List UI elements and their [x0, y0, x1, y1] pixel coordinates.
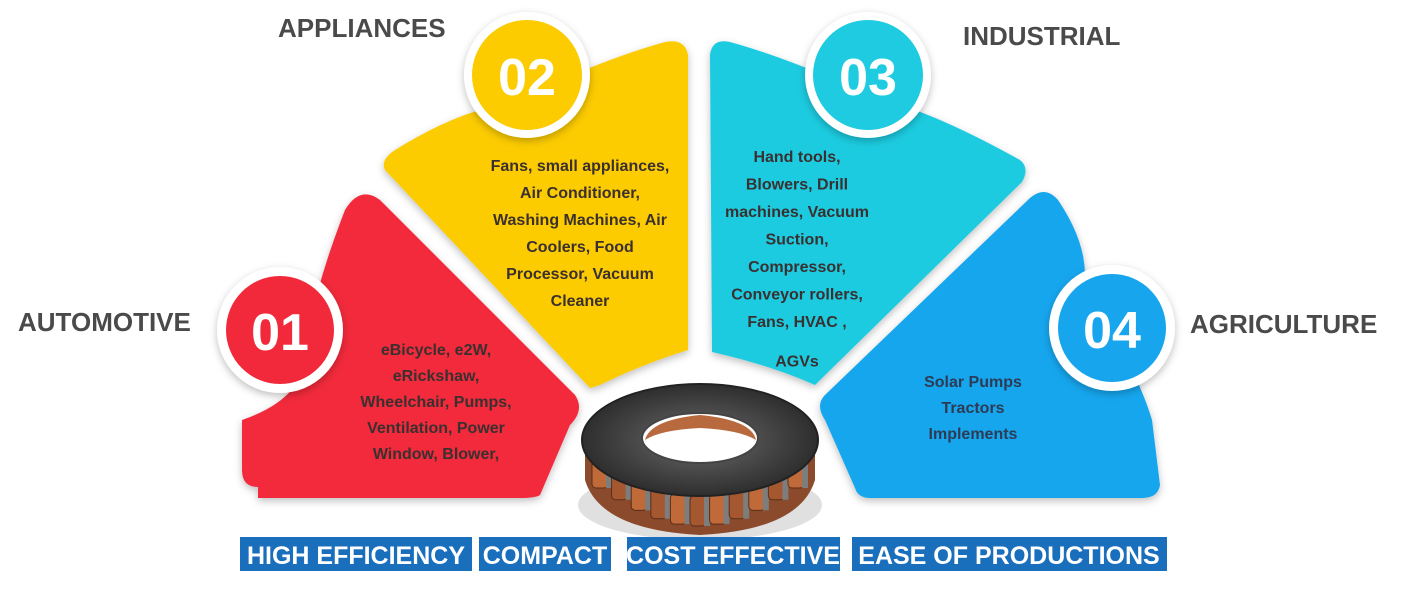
segment-desc-line: eBicycle, e2W, [380, 342, 492, 359]
segment-desc-line: Fans, HVAC , [747, 314, 847, 331]
badge-text-compact: COMPACT [482, 542, 608, 570]
segment-desc-line: Suction, [765, 231, 829, 249]
segment-desc-line: Conveyor rollers, [731, 286, 863, 304]
motor-coil [710, 494, 726, 524]
segment-desc-line: Washing Machines, Air [493, 212, 667, 229]
badge-text-high-efficiency: HIGH EFFICIENCY [246, 542, 466, 570]
badge-high-efficiency [240, 537, 472, 571]
segment-desc-line: AGVs [775, 353, 819, 371]
segment-desc-line: Processor, Vacuum [506, 266, 654, 283]
segment-desc-line: Cleaner [550, 293, 610, 310]
badge-compact [479, 537, 611, 571]
segment-number-03: 03 [839, 49, 897, 107]
motor-lamination [724, 492, 730, 524]
segment-desc-line: Hand tools, [753, 149, 841, 166]
segment-desc-line: Coolers, Food [526, 239, 634, 256]
segment-desc-line: Solar Pumps [924, 374, 1022, 391]
segment-title-agriculture: AGRICULTURE [1190, 309, 1378, 339]
segment-desc-line: Blowers, Drill [745, 176, 849, 194]
segment-desc-line: Window, Blower, [372, 446, 500, 463]
segment-title-industrial: INDUSTRIAL [963, 21, 1121, 51]
segment-desc-line: Wheelchair, Pumps, [360, 394, 512, 411]
motor-coil [670, 494, 686, 524]
segment-desc-line: Tractors [941, 400, 1005, 417]
segment-desc-line: Implements [928, 426, 1018, 443]
segment-title-automotive: AUTOMOTIVE [18, 307, 191, 337]
segment-number-02: 02 [498, 49, 556, 107]
badge-cost-effective [626, 537, 840, 571]
segment-number-04: 04 [1083, 302, 1141, 360]
badge-ease-of-productions [852, 537, 1167, 571]
segment-desc-line: Fans, small appliances, [490, 158, 670, 175]
badge-text-cost-effective: COST EFFECTIVE [626, 542, 840, 570]
motor-coil [690, 496, 706, 526]
badge-text-ease-of-productions: EASE OF PRODUCTIONS [858, 542, 1160, 570]
segment-desc-line: Air Conditioner, [520, 185, 640, 202]
stator-motor-icon [578, 384, 822, 540]
segment-desc-line: Compressor, [748, 259, 846, 276]
segment-number-01: 01 [251, 304, 309, 362]
segment-desc-line: machines, Vacuum [724, 204, 870, 221]
segment-desc-line: eRickshaw, [392, 368, 480, 385]
segment-title-appliances: APPLIANCES [278, 13, 446, 43]
segment-desc-line: Ventilation, Power [367, 420, 505, 437]
